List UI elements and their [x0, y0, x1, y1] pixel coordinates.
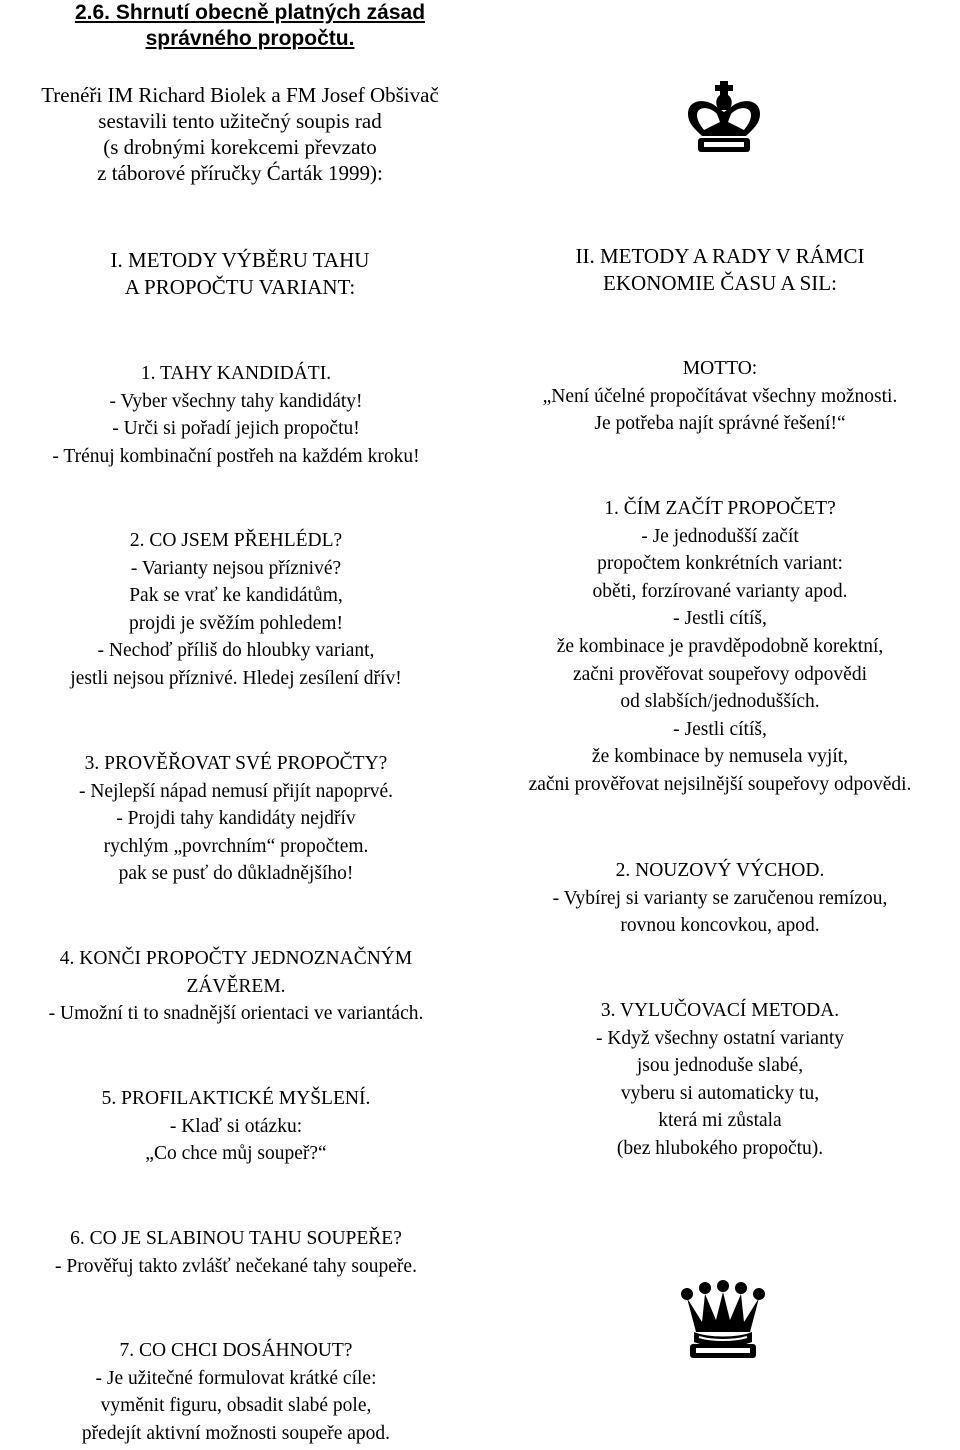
- rule-block-2: [0, 527, 472, 693]
- page-title: [20, 0, 480, 52]
- rule-line: - Prověřuj takto zvlášť nečekané tahy soupeře.: [55, 1255, 417, 1277]
- rule-line: 1. TAHY KANDIDÁTI.: [140, 363, 332, 384]
- advice-line: - Když všechny ostatní varianty: [595, 1027, 844, 1049]
- advice-line: od slabších/jednodušších.: [620, 691, 820, 713]
- rule-line: 2. CO JSEM PŘEHLÉDL?: [129, 530, 343, 551]
- advice-line: vyberu si automaticky tu,: [620, 1082, 820, 1104]
- rule-line: ZÁVĚREM.: [186, 975, 286, 997]
- rule-line: vyměnit figuru, obsadit slabé pole,: [100, 1395, 372, 1417]
- heading-line: I. METODY VÝBĚRU TAHU: [110, 248, 370, 272]
- rule-line: - Klaď si otázku:: [169, 1115, 303, 1137]
- advice-line: 2. NOUZOVÝ VÝCHOD.: [615, 860, 825, 881]
- advice-line: že kombinace je pravděpodobně korektní,: [556, 635, 884, 657]
- advice-line: rovnou koncovkou, apod.: [620, 915, 820, 937]
- rule-line: - Urči si pořadí jejich propočtu!: [112, 418, 360, 440]
- rule-line: - Trénuj kombinační postřeh na každém kroku!: [52, 445, 420, 467]
- advice-line: která mi zůstala: [658, 1110, 782, 1132]
- advice-line: - Jestli cítíš,: [673, 718, 767, 740]
- intro-line: z táborové příručky Ćarták 1999):: [97, 161, 383, 185]
- chess-king-icon: [680, 78, 768, 154]
- intro-line: Trenéři IM Richard Biolek a FM Josef Obšivač: [41, 83, 439, 107]
- rule-line: 6. CO JE SLABINOU TAHU SOUPEŘE?: [70, 1228, 402, 1249]
- left-section-heading: [20, 247, 460, 301]
- rule-line: pak se pusť do důkladnějšího!: [118, 863, 354, 885]
- advice-line: 1. ČÍM ZAČÍT PROPOČET?: [604, 498, 836, 519]
- title-line: správného propočtu.: [145, 27, 355, 50]
- rule-block-6: [0, 1225, 472, 1280]
- heading-line: A PROPOČTU VARIANT:: [124, 275, 356, 299]
- rule-line: předejít aktivní možnosti soupeře apod.: [81, 1422, 391, 1444]
- rule-line: - Nejlepší nápad nemusí přijít napoprvé.: [78, 780, 394, 802]
- advice-line: - Vybírej si varianty se zaručenou remízou,: [552, 887, 888, 909]
- rule-block-1: [0, 360, 472, 470]
- advice-line: 3. VYLUČOVACÍ METODA.: [600, 1000, 840, 1021]
- rule-line: projdi je svěžím pohledem!: [129, 612, 343, 634]
- advice-line: začni prověřovat nejsilnější soupeřovy odpovědi.: [528, 773, 912, 795]
- advice-block-2: [480, 857, 960, 940]
- rule-line: jestli nejsou příznivé. Hledej zesílení dřív!: [70, 667, 402, 689]
- chess-queen-icon: [680, 1280, 766, 1360]
- rule-line: - Varianty nejsou příznivé?: [130, 557, 342, 579]
- rule-line: - Projdi tahy kandidáty nejdřív: [116, 808, 356, 830]
- motto-line: „Není účelné propočítávat všechny možnosti.: [542, 385, 898, 407]
- rule-block-5: [0, 1085, 472, 1168]
- motto-block: [480, 355, 960, 438]
- intro-line: sestavili tento užitečný soupis rad: [98, 109, 382, 133]
- advice-line: - Je jednodušší začít: [641, 525, 799, 547]
- advice-block-1: [480, 495, 960, 799]
- rule-line: - Vyber všechny tahy kandidáty!: [109, 390, 363, 412]
- heading-line: II. METODY A RADY V RÁMCI: [575, 244, 865, 268]
- rule-line: 5. PROFILAKTICKÉ MYŠLENÍ.: [101, 1088, 371, 1109]
- rule-line: Pak se vrať ke kandidátům,: [129, 585, 343, 607]
- advice-line: jsou jednoduše slabé,: [636, 1055, 804, 1077]
- rule-block-4: [0, 945, 472, 1028]
- rule-line: rychlým „povrchním“ propočtem.: [103, 835, 369, 857]
- advice-line: že kombinace by nemusela vyjít,: [591, 746, 849, 768]
- title-line: 2.6. Shrnutí obecně platných zásad: [74, 1, 426, 24]
- rule-block-7: [0, 1337, 472, 1447]
- right-section-heading: [490, 243, 950, 297]
- advice-line: - Jestli cítíš,: [673, 608, 767, 630]
- motto-line: MOTTO:: [682, 358, 758, 379]
- advice-line: (bez hlubokého propočtu).: [616, 1137, 824, 1159]
- rule-line: - Nechoď příliš do hloubky variant,: [97, 640, 375, 662]
- rule-line: 7. CO CHCI DOSÁHNOUT?: [119, 1340, 353, 1361]
- intro-line: (s drobnými korekcemi převzato: [103, 135, 377, 159]
- rule-line: „Co chce můj soupeř?“: [145, 1143, 327, 1165]
- heading-line: EKONOMIE ČASU A SIL:: [603, 271, 837, 295]
- advice-line: propočtem konkrétních variant:: [597, 553, 843, 575]
- intro-paragraph: [0, 82, 480, 186]
- rule-block-3: [0, 750, 472, 888]
- motto-line: Je potřeba najít správné řešení!“: [594, 413, 846, 435]
- rule-line: 4. KONČI PROPOČTY JEDNOZNAČNÝM: [59, 948, 413, 969]
- rule-line: 3. PROVĚŘOVAT SVÉ PROPOČTY?: [84, 753, 388, 774]
- advice-block-3: [480, 997, 960, 1163]
- advice-line: oběti, forzírované varianty apod.: [592, 580, 848, 602]
- rule-line: - Je užitečné formulovat krátké cíle:: [95, 1367, 377, 1389]
- advice-line: začni prověřovat soupeřovy odpovědi: [572, 663, 868, 685]
- rule-line: - Umožní ti to snadnější orientaci ve variantách.: [48, 1003, 424, 1025]
